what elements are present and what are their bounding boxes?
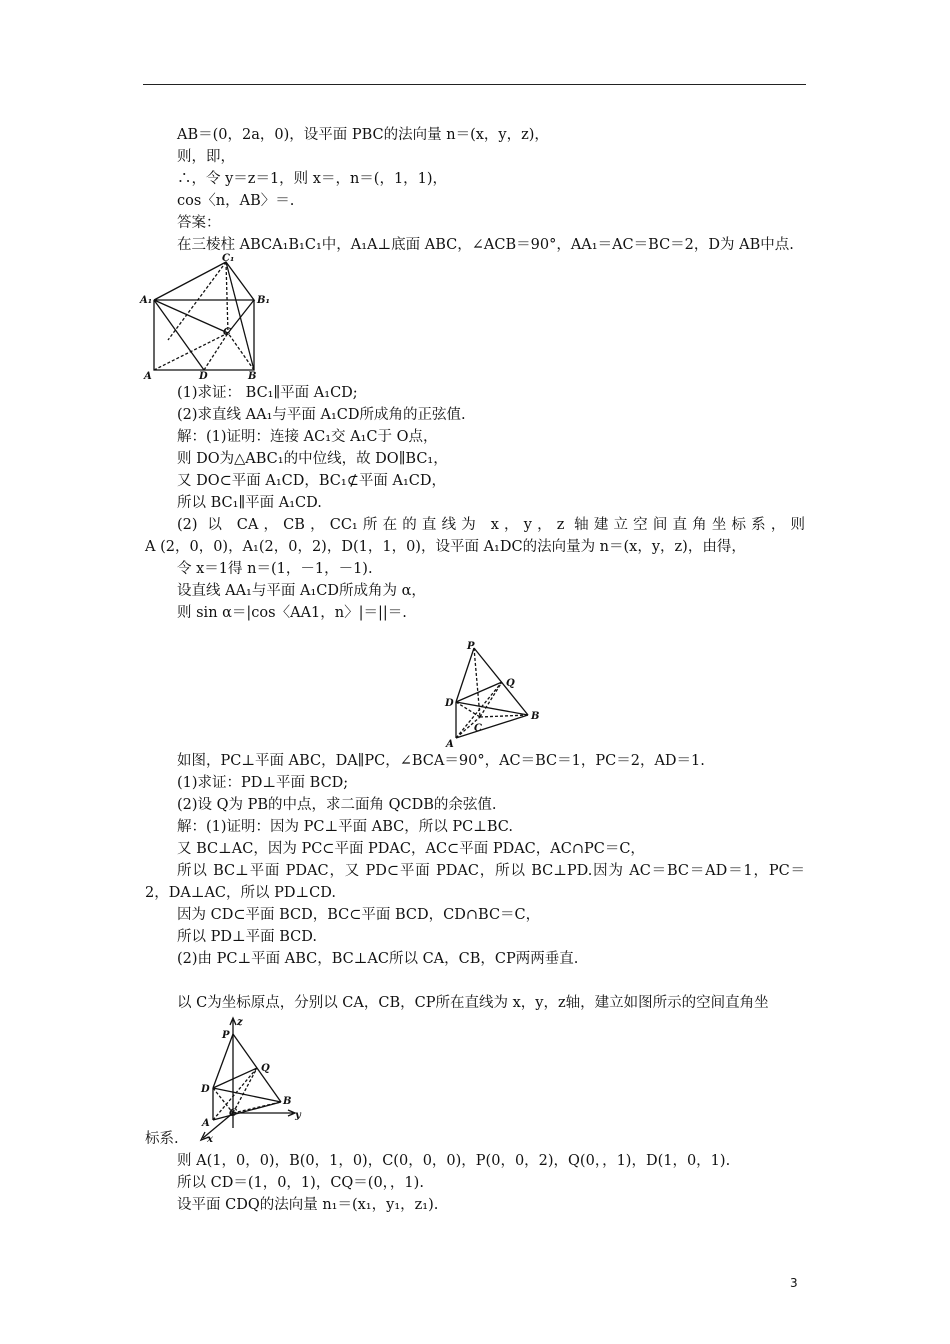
text-line: 所以 CD＝(1，0，1)，CQ＝(0，，1). bbox=[177, 1175, 424, 1191]
text-line: 则 sin α＝|cos〈AA1，n〉|＝||＝. bbox=[177, 605, 407, 621]
page-number: 3 bbox=[790, 1276, 798, 1290]
coordinate-figure bbox=[195, 1016, 310, 1146]
text-line: (2)设 Q为 PB的中点，求二面角 QCDB的余弦值. bbox=[177, 797, 497, 813]
text-line: 解：(1)证明：因为 PC⊥平面 ABC，所以 PC⊥BC. bbox=[177, 819, 513, 835]
axis-label: x bbox=[207, 1134, 213, 1145]
vertex-label: P bbox=[222, 1030, 230, 1041]
text-line: 令 x＝1得 n＝(1，－1，－1). bbox=[177, 561, 373, 577]
text-line: (1)求证： BC₁∥平面 A₁CD; bbox=[177, 385, 358, 401]
text-line: 所以 BC₁∥平面 A₁CD. bbox=[177, 495, 322, 511]
text-line: cos〈n，AB〉＝. bbox=[177, 193, 295, 209]
vertex-label: B₁ bbox=[257, 295, 270, 306]
text-line: 因为 CD⊂平面 BCD，BC⊂平面 BCD，CD∩BC＝C， bbox=[177, 907, 541, 923]
vertex-label: A bbox=[446, 739, 454, 750]
text-line: 答案： bbox=[177, 215, 221, 231]
vertex-label: Q bbox=[506, 678, 515, 689]
vertex-label: D bbox=[445, 698, 454, 709]
vertex-label: A bbox=[144, 371, 152, 382]
text-line: 则，即， bbox=[177, 149, 235, 165]
vertex-label: A bbox=[202, 1118, 210, 1129]
text-line: 以 C为坐标原点，分别以 CA，CB，CP所在直线为 x，y，z轴，建立如图所示的空间直角坐 bbox=[177, 995, 769, 1011]
text-line: 又 BC⊥AC，因为 PC⊂平面 PDAC，AC⊂平面 PDAC，AC∩PC＝C， bbox=[177, 841, 645, 857]
text-line: 标系. bbox=[145, 1131, 179, 1147]
text-line: 则 DO为△ABC₁的中位线，故 DO∥BC₁， bbox=[177, 451, 448, 467]
text-line: 设直线 AA₁与平面 A₁CD所成角为 α， bbox=[177, 583, 426, 599]
vertex-label: P bbox=[467, 641, 475, 652]
vertex-label: B bbox=[531, 711, 540, 722]
header-rule bbox=[143, 84, 806, 85]
prism-figure bbox=[140, 252, 280, 382]
vertex-label: Q bbox=[261, 1063, 270, 1074]
text-line: 所以 BC⊥平面 PDAC，又 PD⊂平面 PDAC，所以 BC⊥PD.因为 AC＝BC＝AD＝1，PC＝ bbox=[177, 863, 805, 879]
text-line: (2) 以 CA，CB，CC₁所在的直线为 x，y，z 轴建立空间直角坐标系，则 bbox=[177, 517, 805, 533]
vertex-label: B bbox=[283, 1096, 292, 1107]
text-line: 如图，PC⊥平面 ABC，DA∥PC，∠BCA＝90°，AC＝BC＝1，PC＝2，AD＝1. bbox=[177, 753, 705, 769]
vertex-label: C bbox=[229, 1108, 237, 1119]
text-line: (2)由 PC⊥平面 ABC，BC⊥AC所以 CA，CB，CP两两垂直. bbox=[177, 951, 579, 967]
vertex-label: A₁ bbox=[140, 295, 153, 306]
vertex-label: C bbox=[223, 327, 231, 338]
text-line: 在三棱柱 ABCA₁B₁C₁中，A₁A⊥底面 ABC，∠ACB＝90°，AA₁＝AC＝BC＝2，D为 AB中点. bbox=[177, 237, 794, 253]
text-line: A (2，0，0)，A₁(2，0，2)，D(1，1，0)，设平面 A₁DC的法向量为 n＝(x，y，z)，由得， bbox=[145, 539, 746, 555]
axis-label: y bbox=[295, 1110, 301, 1121]
vertex-label: C bbox=[474, 723, 482, 734]
text-line: 所以 PD⊥平面 BCD. bbox=[177, 929, 317, 945]
text-line: (1)求证：PD⊥平面 BCD; bbox=[177, 775, 349, 791]
text-line: 解：(1)证明：连接 AC₁交 A₁C于 O点， bbox=[177, 429, 438, 445]
text-line: ∴，令 y＝z＝1，则 x＝，n＝(，1，1)， bbox=[177, 171, 448, 187]
vertex-label: D bbox=[199, 371, 208, 382]
text-line: 2，DA⊥AC，所以 PD⊥CD. bbox=[145, 885, 336, 901]
text-line: 设平面 CDQ的法向量 n₁＝(x₁，y₁，z₁). bbox=[177, 1197, 439, 1213]
tetrahedron-figure bbox=[440, 640, 545, 752]
vertex-label: C₁ bbox=[222, 253, 235, 264]
text-line: (2)求直线 AA₁与平面 A₁CD所成角的正弦值. bbox=[177, 407, 466, 423]
vertex-label: D bbox=[201, 1084, 210, 1095]
text-line: AB＝(0，2a，0)，设平面 PBC的法向量 n＝(x，y，z)， bbox=[177, 127, 549, 143]
text-line: 则 A(1，0，0)，B(0，1，0)，C(0，0，0)，P(0，0，2)，Q(0，，1)，D(1，0，1). bbox=[177, 1153, 731, 1169]
vertex-label: B bbox=[248, 371, 257, 382]
axis-label: z bbox=[237, 1017, 243, 1028]
text-line: 又 DO⊂平面 A₁CD，BC₁⊄平面 A₁CD， bbox=[177, 473, 446, 489]
